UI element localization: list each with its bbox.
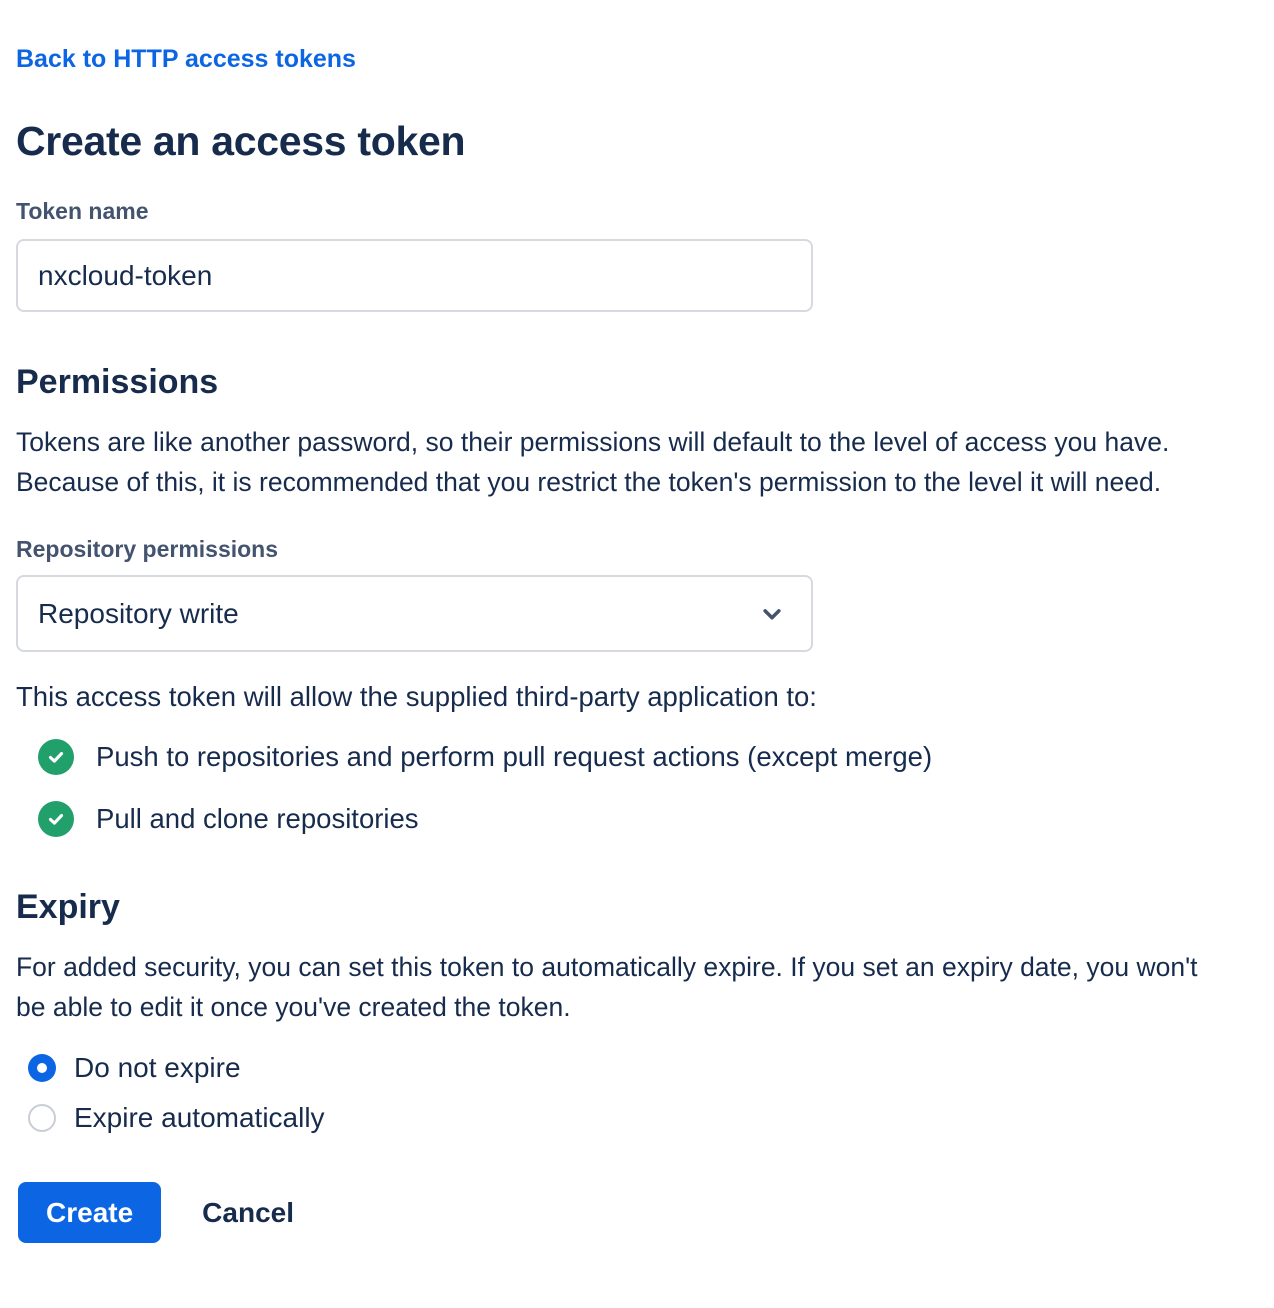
repository-permissions-selected-value: Repository write — [38, 597, 239, 629]
check-circle-icon — [38, 801, 74, 837]
radio-label: Do not expire — [74, 1052, 241, 1083]
check-circle-icon — [38, 739, 74, 775]
token-name-label: Token name — [16, 198, 149, 224]
capability-item — [38, 739, 1258, 775]
cancel-button[interactable]: Cancel — [202, 1196, 294, 1228]
repository-permissions-select[interactable] — [16, 575, 813, 652]
form-actions — [16, 1182, 1258, 1243]
chevron-down-icon — [757, 599, 787, 629]
capability-text: Pull and clone repositories — [96, 803, 419, 834]
page-title: Create an access token — [16, 118, 466, 164]
back-to-http-access-tokens-link[interactable]: Back to HTTP access tokens — [16, 45, 356, 73]
repository-permissions-label: Repository permissions — [16, 536, 279, 562]
capability-list — [16, 739, 1258, 837]
radio-label: Expire automatically — [74, 1102, 325, 1133]
radio-dot — [37, 1063, 47, 1073]
radio-option-do-not-expire[interactable] — [28, 1051, 1258, 1084]
capability-item — [38, 801, 1258, 837]
capability-text: Push to repositories and perform pull request actions (except merge) — [96, 741, 933, 772]
expiry-heading: Expiry — [16, 888, 120, 926]
create-button[interactable]: Create — [18, 1182, 161, 1243]
expiry-radio-group — [16, 1051, 1258, 1134]
radio-option-expire-automatically[interactable] — [28, 1101, 1258, 1134]
token-name-input[interactable] — [16, 239, 813, 312]
radio-selected-icon[interactable] — [28, 1054, 56, 1082]
permissions-heading: Permissions — [16, 363, 219, 401]
radio-unselected-icon[interactable] — [28, 1104, 56, 1132]
permissions-description: Tokens are like another password, so their permissions will default to the level of access you have. Because of this, it is recommended that you restrict the token's permission to the level it will need. — [16, 427, 1170, 497]
token-allow-intro: This access token will allow the supplied third-party application to: — [16, 681, 817, 712]
expiry-description: For added security, you can set this token to automatically expire. If you set an expiry date, you won't be able to edit it once you've created the token. — [16, 952, 1198, 1022]
